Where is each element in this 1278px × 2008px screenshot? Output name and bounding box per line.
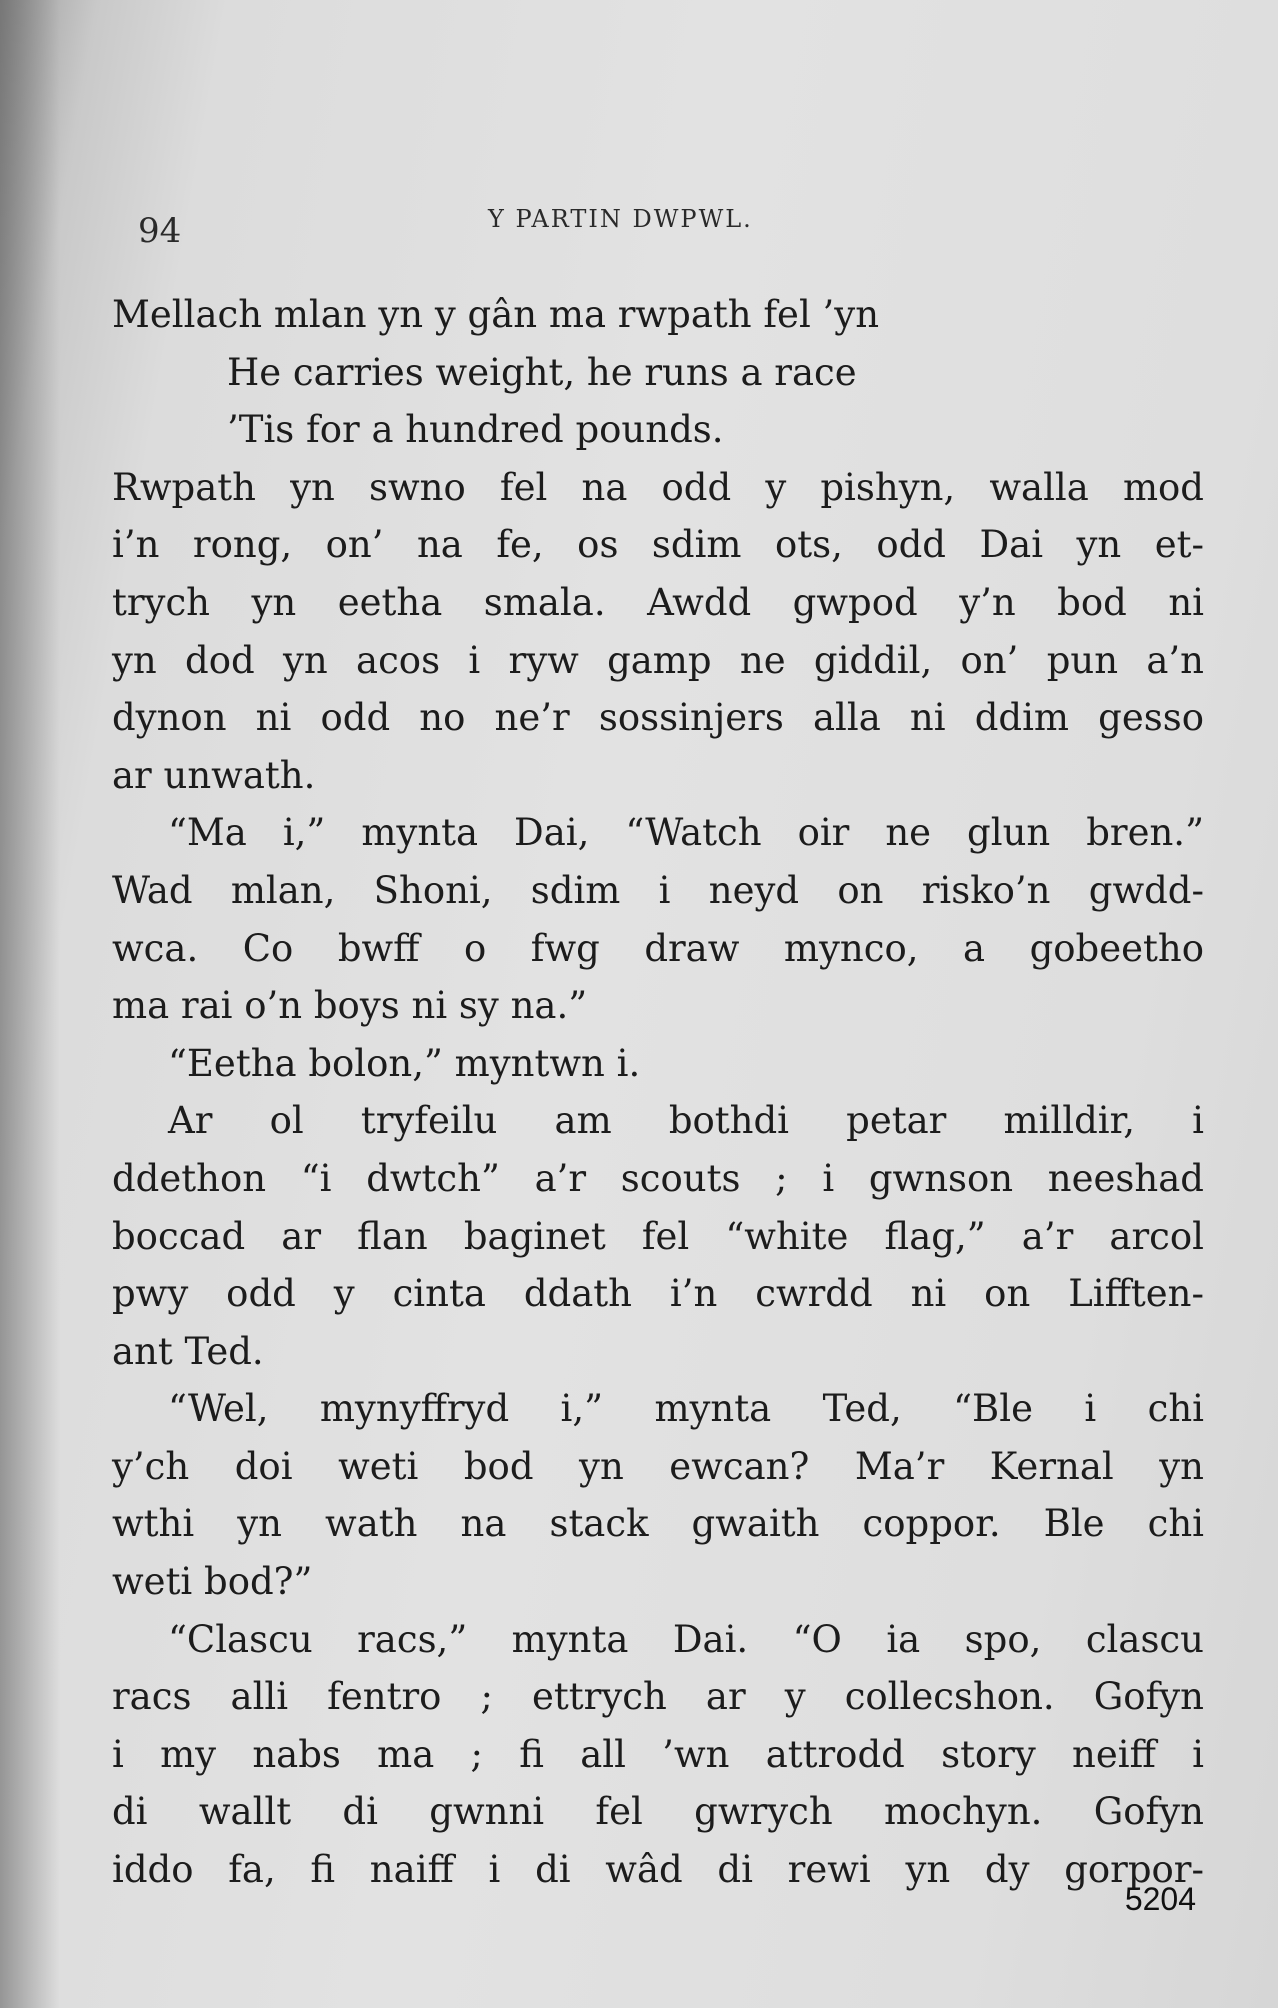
text-line: iddo fa, fi naiff i di wâd di rewi yn dy gorpor- [112,1848,1204,1892]
text-line: di wallt di gwnni fel gwrych mochyn. Gofyn [112,1790,1204,1834]
text-line: Rwpath yn swno fel na odd y pishyn, walla mod [112,465,1204,509]
verse-line: ’Tis for a hundred pounds. [227,408,724,452]
text-line: pwy odd y cinta ddath i’n cwrdd ni on Lifften- [112,1272,1204,1316]
body-text [112,286,1204,1899]
text-line: yn dod yn acos i ryw gamp ne giddil, on’ pun a’n [112,638,1204,682]
running-head: Y PARTIN DWPWL. [488,205,753,233]
text-line: wthi yn wath na stack gwaith coppor. Ble chi [112,1502,1204,1546]
text-line: wca. Co bwff o fwg draw mynco, a gobeetho [112,926,1204,970]
text-line: i my nabs ma ; fi all ’wn attrodd story neiff i [112,1732,1204,1776]
text-line: ar unwath. [112,753,316,797]
text-line: Mellach mlan yn y gân ma rwpath fel ’yn [112,293,880,336]
text-line: racs alli fentro ; ettrych ar y collecshon. Gofyn [112,1675,1204,1719]
paragraph-start: Ar ol tryfeilu am bothdi petar milldir, i [168,1099,1204,1143]
text-line: i’n rong, on’ na fe, os sdim ots, odd Dai yn et- [112,523,1204,567]
text-line: weti bod?” [112,1560,313,1604]
text-line: y’ch doi weti bod yn ewcan? Ma’r Kernal yn [112,1444,1204,1488]
text-line: boccad ar flan baginet fel “white flag,” a’r arcol [112,1214,1204,1258]
text-line: Wad mlan, Shoni, sdim i neyd on risko’n gwdd- [112,868,1204,912]
text-line: dynon ni odd no ne’r sossinjers alla ni ddim gesso [112,696,1204,740]
page-header [138,205,1228,255]
verse-line: He carries weight, he runs a race [227,350,857,394]
paragraph-start: “Clascu racs,” mynta Dai. “O ia spo, clascu [168,1617,1204,1661]
paragraph-start: “Eetha bolon,” myntwn i. [168,1041,641,1085]
paragraph-start: “Ma i,” mynta Dai, “Watch oir ne glun bren.” [168,811,1204,855]
paragraph-start: “Wel, mynyffryd i,” mynta Ted, “Ble i chi [168,1387,1204,1431]
scan-id-stamp: 5204 [1124,1881,1196,1917]
text-line: ma rai o’n boys ni sy na.” [112,984,588,1028]
text-line: ddethon “i dwtch” a’r scouts ; i gwnson neeshad [112,1156,1204,1200]
page-number: 94 [138,211,182,251]
binding-shadow [0,0,60,2008]
text-line: ant Ted. [112,1329,264,1373]
text-line: trych yn eetha smala. Awdd gwpod y’n bod ni [112,580,1204,624]
